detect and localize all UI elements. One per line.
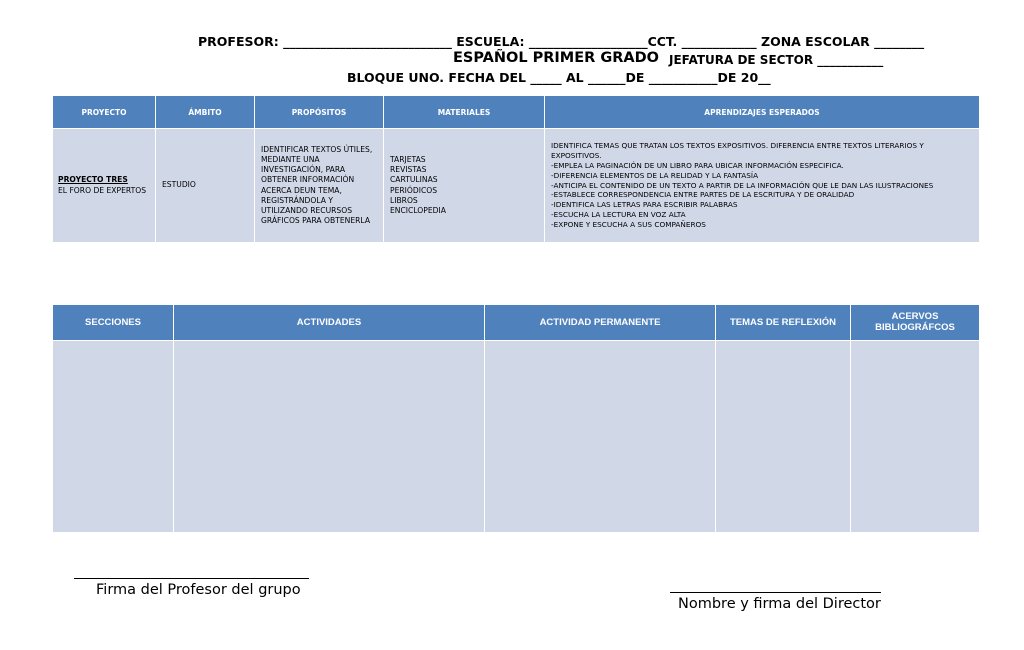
proyecto-name: EL FORO DE EXPERTOS <box>58 185 147 195</box>
header-line-profesor: PROFESOR: ___________________________ ESCUELA: ___________________CCT. ____________ ZONA ESCOLAR ________ <box>198 34 925 49</box>
profesor-signature-label: Firma del Profesor del grupo <box>96 582 301 598</box>
material-item: LIBROS <box>390 195 418 205</box>
proposito-line: INVESTIGACIÓN, PARA <box>261 165 346 174</box>
proposito-line: REGISTRÁNDOLA Y <box>261 195 333 205</box>
cell-temas-reflexion-empty[interactable] <box>716 341 851 533</box>
profesor-signature-line <box>74 578 309 579</box>
material-item: CARTULINAS <box>390 175 438 185</box>
col-header-propositos: PROPÓSITOS <box>255 96 384 129</box>
cell-proyecto <box>53 129 156 243</box>
header-jefatura: JEFATURA DE SECTOR ___________ <box>669 53 884 67</box>
aprendizaje-line: -ESCUCHA LA LECTURA EN VOZ ALTA <box>551 210 686 220</box>
acervos-label: ACERVOS BIBLIOGRÁFCOS <box>875 310 955 333</box>
material-item: ENCICLOPEDIA <box>390 206 446 215</box>
col-header-aprendizajes: APRENDIZAJES ESPERADOS <box>545 96 980 129</box>
planning-table-header-row <box>53 96 980 129</box>
proposito-line: OBTENER INFORMACIÓN <box>261 175 355 185</box>
table-row <box>53 129 980 243</box>
aprendizaje-line: -ESTABLECE CORRESPONDENCIA ENTRE PARTES DE LA ESCRITURA Y DE ORALIDAD <box>551 190 855 200</box>
ambito-value: ESTUDIO <box>162 180 196 190</box>
proposito-line: IDENTIFICAR TEXTOS ÚTILES, <box>261 144 373 154</box>
material-item: TARJETAS <box>390 154 426 164</box>
col-header-materiales: MATERIALES <box>384 96 545 129</box>
proyecto-title: PROYECTO TRES <box>58 175 128 185</box>
material-item: REVISTAS <box>390 165 427 174</box>
cell-aprendizajes <box>545 129 980 243</box>
col-header-actividades: ACTIVIDADES <box>174 305 485 341</box>
aprendizaje-line: -EMPLEA LA PAGINACIÓN DE UN LIBRO PARA UBICAR INFORMACIÓN ESPECIFICA. <box>551 160 844 170</box>
cell-propositos <box>255 129 384 243</box>
activities-table-header-row <box>53 305 980 341</box>
col-header-temas-reflexion: TEMAS DE REFLEXIÓN <box>716 305 851 341</box>
cell-actividad-permanente-empty[interactable] <box>485 341 716 533</box>
aprendizaje-line: -DIFERENCIA ELEMENTOS DE LA RELIDAD Y LA FANTASÍA <box>551 170 759 180</box>
table-row <box>53 341 980 533</box>
activities-table <box>52 304 980 533</box>
director-signature-line <box>670 592 881 593</box>
col-header-actividad-permanente: ACTIVIDAD PERMANENTE <box>485 305 716 341</box>
material-item: PERIÓDICOS <box>390 185 438 195</box>
col-header-acervos <box>851 305 980 341</box>
col-header-secciones: SECCIONES <box>53 305 174 341</box>
header-subject-grade: ESPAÑOL PRIMER GRADO <box>453 50 660 66</box>
aprendizaje-line: -EXPONE Y ESCUCHA A SUS COMPAÑEROS <box>551 219 706 229</box>
aprendizaje-line: IDENTIFICA TEMAS QUE TRATAN LOS TEXTOS EXPOSITIVOS. DIFERENCIA ENTRE TEXTOS LITERARIOS Y <box>551 141 924 151</box>
col-header-ambito: ÁMBITO <box>156 96 255 129</box>
col-header-proyecto: PROYECTO <box>53 96 156 129</box>
cell-acervos-empty[interactable] <box>851 341 980 533</box>
cell-materiales <box>384 129 545 243</box>
cell-actividades-empty[interactable] <box>174 341 485 533</box>
director-signature-label: Nombre y firma del Director <box>678 596 881 612</box>
cell-secciones-empty[interactable] <box>53 341 174 533</box>
aprendizaje-line: -ANTICIPA EL CONTENIDO DE UN TEXTO A PARTIR DE LA INFORMACIÓN QUE LE DAN LAS ILUSTRACIONES <box>551 180 934 190</box>
proposito-line: MEDIANTE UNA <box>261 154 320 164</box>
aprendizaje-line: -IDENTIFICA LAS LETRAS PARA ESCRIBIR PALABRAS <box>551 200 738 210</box>
proposito-line: UTILIZANDO RECURSOS <box>261 206 353 215</box>
proposito-line: GRÁFICOS PARA OBTENERLA <box>261 216 371 226</box>
cell-ambito <box>156 129 255 243</box>
planning-table <box>52 95 980 243</box>
header-bloque-fecha: BLOQUE UNO. FECHA DEL _____ AL ______DE ___________DE 20__ <box>347 70 771 85</box>
proposito-line: ACERCA DEUN TEMA, <box>261 185 342 195</box>
aprendizaje-line: EXPOSITIVOS. <box>551 151 602 161</box>
